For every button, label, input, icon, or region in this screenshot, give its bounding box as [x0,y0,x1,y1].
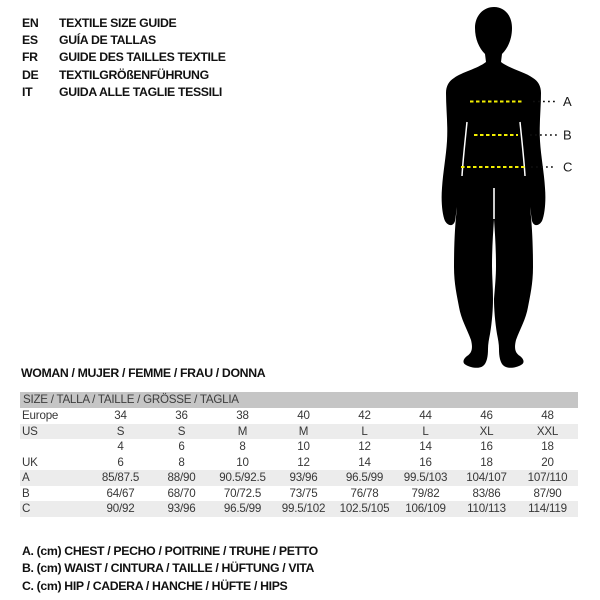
row-label: B [22,486,30,500]
size-cell: 4 [117,440,124,453]
lang-code: FR [22,50,38,65]
size-cell: 110/113 [467,502,506,515]
size-cell: L [361,424,368,438]
chest-label: A [563,94,572,109]
size-cell: 96.5/99 [345,471,384,484]
size-cell: 12 [297,455,310,469]
size-cell: 20 [541,455,554,469]
size-cell: 99.5/102 [281,502,326,515]
table-header-bar: SIZE / TALLA / TAILLE / GRÖSSE / TAGLIA [20,392,578,408]
lang-title: TEXTILE SIZE GUIDE [59,15,177,30]
size-cell: 104/107 [466,471,507,484]
table-row-waist [20,486,578,502]
table-row-europe [20,408,578,424]
lang-code: EN [22,15,39,30]
size-cell: 34 [114,409,127,422]
row-label: US [22,424,38,438]
measurement-legend [22,543,318,595]
row-label: A [22,471,30,484]
size-cell: S [116,424,125,438]
lang-code: IT [22,84,33,99]
size-cell: 38 [236,409,249,422]
size-cell: 114/119 [528,502,567,515]
size-cell: 16 [419,455,432,469]
size-cell: 16 [480,440,493,453]
size-cell: 87/90 [533,486,562,500]
size-cell: 68/70 [167,486,196,500]
size-cell: 8 [239,440,246,453]
size-cell: 85/87.5 [101,471,140,484]
size-cell: 10 [236,455,249,469]
size-cell: 64/67 [106,486,135,500]
lang-row-en [22,14,226,31]
hip-label: C [563,159,573,175]
size-cell: 36 [175,409,188,422]
lang-row-de [22,66,226,83]
lang-code: DE [22,67,39,82]
size-cell: L [422,424,429,438]
size-cell: 73/75 [289,486,318,500]
silhouette-shape [442,7,546,368]
size-cell: 76/78 [350,486,379,500]
row-label [20,439,90,455]
size-cell: 70/72.5 [223,486,262,500]
size-cell: 90.5/92.5 [219,471,266,484]
size-cell: 18 [480,455,493,469]
size-cell: S [177,424,186,438]
size-cell: M [237,424,248,438]
size-cell: 8 [178,455,185,469]
size-cell: 14 [419,440,432,453]
size-cell: 102.5/105 [339,502,390,515]
language-title-list [22,14,226,100]
size-cell: XL [479,424,494,438]
size-cell: 79/82 [411,486,440,500]
size-cell: 10 [297,440,310,453]
section-title-woman: WOMAN / MUJER / FEMME / FRAU / DONNA [21,366,266,380]
lang-title: TEXTILGRÖßENFÜHRUNG [59,67,209,82]
size-cell: 93/96 [167,502,196,515]
legend-chest: A. (cm) CHEST / PECHO / POITRINE / TRUHE / PETTO [22,544,318,558]
size-cell: 46 [480,409,493,422]
size-cell: 90/92 [106,502,135,515]
size-cell: 6 [178,440,185,453]
row-label: Europe [22,409,59,422]
woman-silhouette-svg [430,4,580,372]
size-cell: 99.5/103 [403,471,448,484]
legend-hip: C. (cm) HIP / CADERA / HANCHE / HÜFTE / HIPS [22,578,288,593]
lang-row-it [22,83,226,100]
table-row-us [20,424,578,440]
size-cell: 48 [541,409,554,422]
lang-title: GUIDE DES TAILLES TEXTILE [59,50,226,65]
table-row-us-numeric [20,439,578,455]
size-cell: 44 [419,409,432,422]
size-cell: 93/96 [289,471,318,484]
lang-title: GUIDA ALLE TAGLIE TESSILI [59,84,222,99]
lang-row-es [22,31,226,48]
waist-label: B [563,127,572,143]
size-cell: 88/90 [167,471,196,484]
size-cell: M [298,424,309,438]
lang-code: ES [22,32,38,47]
size-cell: 6 [117,455,124,469]
row-label: C [22,502,31,515]
lang-title: GUÍA DE TALLAS [59,32,156,47]
size-cell: 96.5/99 [223,502,262,515]
table-row-chest [20,470,578,486]
size-table [20,392,578,517]
size-cell: XXL [536,424,559,438]
size-cell: 83/86 [472,486,501,500]
size-cell: 106/109 [405,502,446,515]
size-cell: 14 [358,455,371,469]
size-cell: 18 [541,440,554,453]
size-cell: 42 [358,409,371,422]
row-label: UK [22,455,38,469]
size-cell: 40 [297,409,310,422]
size-cell: 107/110 [527,471,568,484]
table-row-uk [20,455,578,471]
woman-silhouette-figure [430,4,580,372]
size-cell: 12 [358,440,371,453]
lang-row-fr [22,49,226,66]
table-row-hip [20,501,578,517]
legend-waist: B. (cm) WAIST / CINTURA / TAILLE / HÜFTUNG / VITA [22,561,315,576]
